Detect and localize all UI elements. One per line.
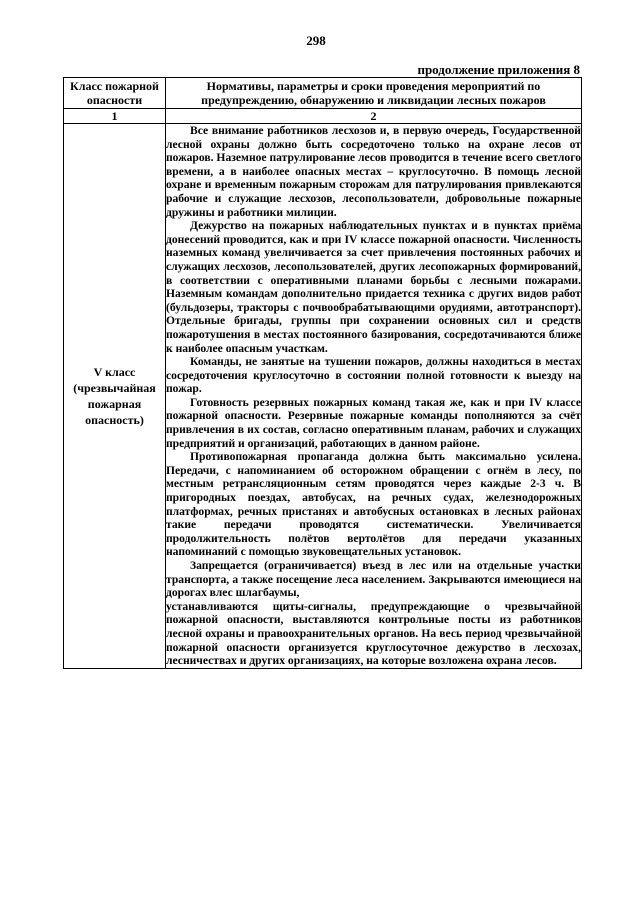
table-header-row (64, 78, 582, 109)
regulations-table (63, 77, 582, 669)
table-row (64, 124, 582, 669)
column-number-1: 1 (64, 109, 166, 124)
column-number-row (64, 109, 582, 124)
paragraph-duty-stations: Дежурство на пожарных наблюдательных пунктах и в пунктах приёма донесений проводится, как и при IV классе пожарной опасности. Численность наземных команд увеличивается за счет привлечения постоянных рабочих и служащих лесхозов, лесопользователей, других лесопожарных формирований, в соответствии с оперативными планами борьбы с лесными пожарами. Наземным командам дополнительно придается техника с других видов работ (бульдозеры, тракторы с почвообрабатывающими орудиями, автотранспорт). Отдельные бригады, группы при сохранении основных сил и средств пожаротушения в местах постоянного базирования, сосредотачиваются ближе к наиболее опасным участкам. (166, 219, 581, 355)
fire-class-cell: V класс (чрезвычайная пожарная опасность) (64, 124, 166, 669)
header-regulations: Нормативы, параметры и сроки проведения мероприятий по предупреждению, обнаружению и ликвидации лесных пожаров (166, 78, 582, 109)
paragraph-signs-and-posts: устанавливаются щиты-сигналы, предупреждающие о чрезвычайной пожарной опасности, выставляются контрольные посты из работников лесной охраны и правоохранительных органов. На весь период чрезвычайной пожарной опасности организуется круглосуточное дежурство в лесхозах, лесничествах и других организациях, на которые возложена охрана лесов. (166, 599, 581, 668)
paragraph-entry-ban: Запрещается (ограничивается) въезд в лес или на отдельные участки транспорта, а также посещение леса населением. Закрываются имеющиеся на дорогах влес шлагбаумы, (166, 559, 581, 600)
regulations-cell (166, 124, 582, 669)
page-number: 298 (306, 33, 326, 48)
header-fire-class: Класс пожарной опасности (64, 78, 166, 109)
continuation-label: продолжение приложения 8 (417, 62, 580, 77)
paragraph-propaganda: Противопожарная пропаганда должна быть максимально усилена. Передачи, с напоминанием об осторожном обращении с огнём в лесу, по местным ретрансляционным сетям проводятся через каждые 2-3 ч. В пригородных поездах, автобусах, на речных судах, железнодорожных платформах, речных пристанях и автобусных остановках в лесных районах такие передачи проводятся систематически. Увеличивается продолжительность полётов вертолётов для передачи указанных напоминаний с помощью звуковещательных установок. (166, 450, 581, 559)
paragraph-patrolling: Все внимание работников лесхозов и, в первую очередь, Государственной лесной охраны должно быть сосредоточено только на охране лесов от пожаров. Наземное патрулирование лесов проводится в течение всего светлого времени, а в наиболее опасных местах – круглосуточно. В помощь лесной охране и временным пожарным сторожам для патрулирования привлекаются рабочие и служащие лесхозов, лесопользователи, добровольные пожарные дружины и работники милиции. (166, 124, 581, 219)
paragraph-reserve-teams: Готовность резервных пожарных команд такая же, как и при IV классе пожарной опасности. Резервные пожарные команды пополняются за счёт привлечения в их состав, согласно оперативным планам, рабочих и служащих предприятий и организаций, работающих в данном районе. (166, 395, 581, 450)
paragraph-idle-teams: Команды, не занятые на тушении пожаров, должны находиться в местах сосредоточения круглосуточно в состоянии полной готовности к выезду на пожар. (166, 355, 581, 396)
column-number-2: 2 (166, 109, 582, 124)
